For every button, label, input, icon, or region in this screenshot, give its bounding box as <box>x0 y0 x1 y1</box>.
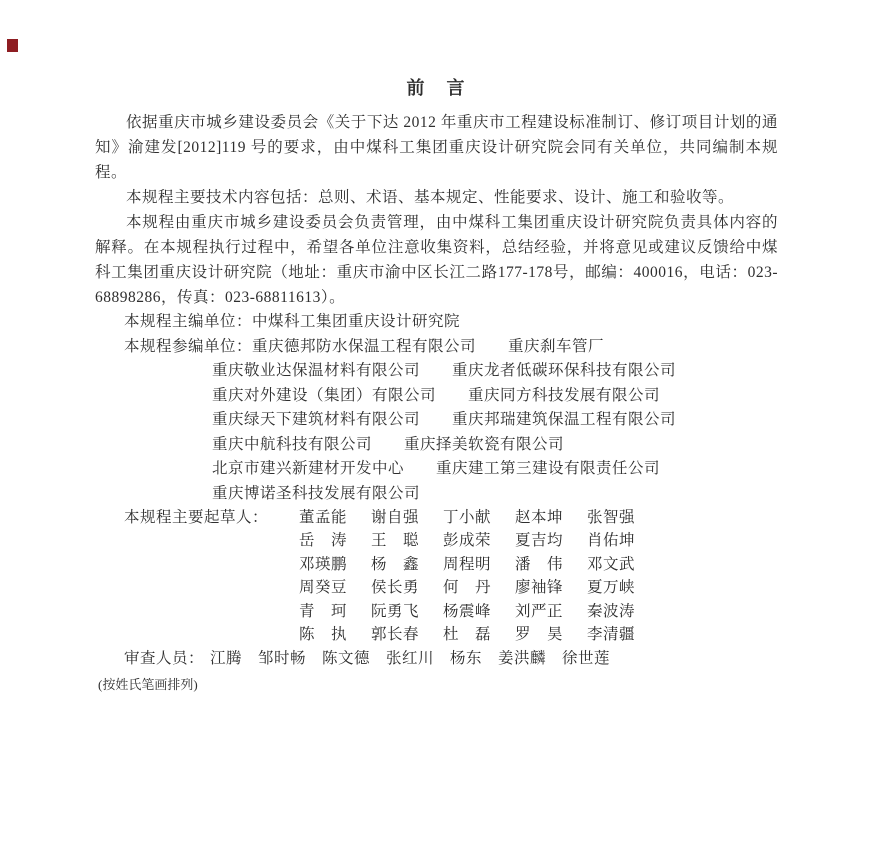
drafter-name: 郭长春 <box>371 626 420 644</box>
drafter-name: 赵本坤 <box>515 509 564 526</box>
drafter-row <box>95 529 778 552</box>
participant-line: 重庆敬业达保温材料有限公司 重庆龙者低碳环保科技有限公司 <box>212 362 677 379</box>
paragraph-management: 本规程由重庆市城乡建设委员会负责管理，由中煤科工集团重庆设计研究院负责具体内容的解释。在本规程执行过程中，希望各单位注意收集资料，总结经验，并将意见或建议反馈给中煤科工集团重庆设计研究院（地址：重庆市渝中区长江二路177-178号，邮编：400016，电话：023-68898286，传真：023-68811613）。 <box>95 214 778 306</box>
drafters-label-spacer <box>124 529 299 552</box>
drafter-row <box>95 553 778 576</box>
paragraph-contents: 本规程主要技术内容包括：总则、术语、基本规定、性能要求、设计、施工和验收等。 <box>126 189 735 206</box>
drafter-name: 王 聪 <box>371 532 420 550</box>
drafter-name: 夏万峡 <box>587 579 636 597</box>
participants-label: 本规程参编单位： <box>124 337 253 355</box>
drafter-name: 董孟能 <box>299 509 348 526</box>
drafter-name: 肖佑坤 <box>587 532 636 550</box>
drafter-name: 罗 昊 <box>515 626 564 644</box>
page-title: 前 言 <box>406 78 467 98</box>
drafter-name: 彭成荣 <box>443 532 492 550</box>
paragraph-basis: 依据重庆市城乡建设委员会《关于下达 2012 年重庆市工程建设标准制订、修订项目计划的通知》渝建发[2012]119 号的要求，由中煤科工集团重庆设计研究院会同有关单位，共同编制本规程。 <box>95 114 778 181</box>
participant-line: 重庆对外建设（集团）有限公司 重庆同方科技发展有限公司 <box>212 386 661 404</box>
drafters-label-spacer <box>124 576 299 599</box>
drafter-row <box>95 506 778 529</box>
drafter-name: 邓瑛鹏 <box>299 555 348 573</box>
drafter-name: 刘严正 <box>515 602 564 620</box>
drafter-name: 周程明 <box>443 555 492 573</box>
drafter-name: 侯长勇 <box>371 579 420 597</box>
drafter-row <box>95 623 778 646</box>
drafters-label: 本规程主要起草人： <box>124 509 269 526</box>
drafter-name: 邓文武 <box>587 555 636 573</box>
drafter-name: 青 珂 <box>299 602 348 620</box>
drafter-name: 潘 伟 <box>515 555 564 573</box>
drafter-name: 李清疆 <box>587 626 636 644</box>
participant-line: 重庆绿天下建筑材料有限公司 重庆邦瑞建筑保温工程有限公司 <box>212 411 677 428</box>
reviewers-line <box>95 647 778 670</box>
drafter-name: 陈 执 <box>299 626 348 644</box>
drafter-name: 秦波涛 <box>587 602 636 620</box>
participants-first-value: 重庆德邦防水保温工程有限公司 重庆刹车管厂 <box>252 337 605 355</box>
participants-first-line <box>95 335 778 360</box>
drafter-name: 周癸豆 <box>299 579 348 597</box>
chief-editor-line <box>95 310 778 335</box>
participant-line: 北京市建兴新建材开发中心 重庆建工第三建设有限责任公司 <box>212 460 661 477</box>
drafter-name: 丁小献 <box>443 509 492 526</box>
drafter-name: 岳 涛 <box>299 532 348 550</box>
foreword-content <box>95 74 778 696</box>
drafters-label-spacer <box>124 623 299 646</box>
drafter-name: 何 丹 <box>443 579 492 597</box>
drafter-name: 谢自强 <box>371 509 420 526</box>
drafters-label-spacer <box>124 553 299 576</box>
drafters-label-spacer <box>124 600 299 623</box>
drafter-name: 张智强 <box>587 509 636 526</box>
drafter-name: 廖袖锋 <box>515 579 564 597</box>
units-section <box>95 310 778 506</box>
reviewers-names: 江腾 邹时畅 陈文德 张红川 杨东 姜洪麟 徐世莲 <box>210 650 611 668</box>
drafter-row <box>95 576 778 599</box>
chief-editor-label: 本规程主编单位： <box>124 313 253 330</box>
drafters-section <box>95 506 778 646</box>
drafter-name: 杜 磊 <box>443 626 492 644</box>
drafter-name: 夏吉均 <box>515 532 564 550</box>
drafter-name: 杨震峰 <box>443 602 492 620</box>
drafter-name: 阮勇飞 <box>371 602 420 620</box>
participant-line: 重庆博诺圣科技发展有限公司 <box>212 484 421 502</box>
reviewers-label: 审查人员： <box>124 650 205 668</box>
participant-line: 重庆中航科技有限公司 重庆择美软瓷有限公司 <box>212 435 565 453</box>
drafter-name: 杨 鑫 <box>371 555 420 573</box>
chief-editor-value: 中煤科工集团重庆设计研究院 <box>252 313 461 330</box>
sort-order-footnote: (按姓氏笔画排列) <box>98 676 198 692</box>
drafter-row <box>95 600 778 623</box>
corner-marker <box>7 39 18 52</box>
